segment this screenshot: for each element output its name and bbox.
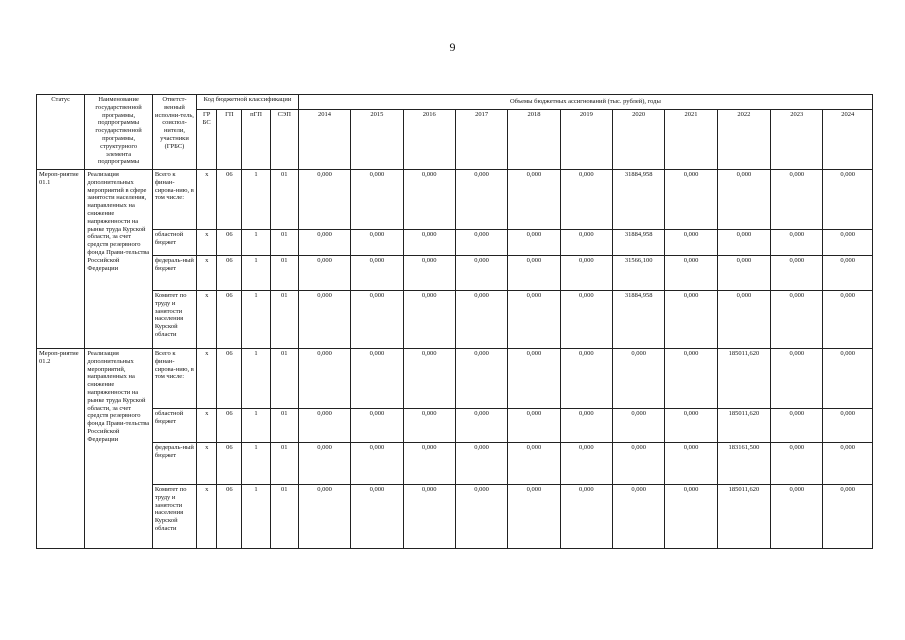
amount-cell: 0,000 [665, 170, 717, 230]
amount-cell: 0,000 [403, 409, 455, 443]
amount-cell: 0,000 [455, 349, 507, 409]
amount-cell: 0,000 [560, 256, 612, 291]
amount-cell: 0,000 [665, 291, 717, 349]
amount-cell: 185011,620 [717, 349, 770, 409]
amount-cell: 0,000 [613, 409, 665, 443]
table-row [37, 485, 873, 549]
amount-cell: 0,000 [717, 256, 770, 291]
amount-cell: 0,000 [508, 349, 560, 409]
amount-cell: 0,000 [665, 485, 717, 549]
amount-cell: 0,000 [351, 230, 403, 256]
amount-cell: 0,000 [508, 485, 560, 549]
amount-cell: 31884,958 [613, 230, 665, 256]
amount-cell: 185011,620 [717, 409, 770, 443]
amount-cell: 0,000 [403, 170, 455, 230]
amount-cell: 0,000 [351, 443, 403, 485]
code-cell: 01 [270, 409, 298, 443]
amount-cell: 0,000 [298, 409, 350, 443]
code-cell: х [197, 443, 217, 485]
code-cell: 1 [242, 256, 270, 291]
amount-cell: 0,000 [771, 170, 823, 230]
amount-cell: 0,000 [560, 409, 612, 443]
amount-cell: 0,000 [771, 443, 823, 485]
amount-cell: 0,000 [298, 170, 350, 230]
amount-cell: 0,000 [717, 170, 770, 230]
amount-cell: 0,000 [560, 291, 612, 349]
amount-cell: 0,000 [508, 256, 560, 291]
code-cell: 01 [270, 443, 298, 485]
amount-cell: 0,000 [403, 291, 455, 349]
amount-cell: 0,000 [508, 443, 560, 485]
amount-cell: 0,000 [298, 256, 350, 291]
code-cell: х [197, 230, 217, 256]
row-executor: областной бюджет [152, 409, 196, 443]
code-cell: 01 [270, 230, 298, 256]
header-status: Статус [37, 95, 85, 170]
header-code-group: Код бюджетной классификации [197, 95, 299, 110]
header-year: 2019 [560, 110, 612, 170]
amount-cell: 0,000 [717, 291, 770, 349]
amount-cell: 0,000 [823, 291, 873, 349]
amount-cell: 0,000 [508, 170, 560, 230]
code-cell: х [197, 170, 217, 230]
amount-cell: 0,000 [771, 409, 823, 443]
code-cell: 06 [217, 291, 242, 349]
code-cell: 1 [242, 230, 270, 256]
code-cell: 06 [217, 409, 242, 443]
code-cell: х [197, 409, 217, 443]
code-cell: х [197, 291, 217, 349]
amount-cell: 0,000 [771, 349, 823, 409]
amount-cell: 0,000 [351, 349, 403, 409]
row-executor: Всего к финан-сирова-нию, в том числе: [152, 349, 196, 409]
amount-cell: 0,000 [455, 170, 507, 230]
amount-cell: 0,000 [823, 230, 873, 256]
header-year: 2018 [508, 110, 560, 170]
code-cell: 01 [270, 291, 298, 349]
amount-cell: 0,000 [560, 170, 612, 230]
amount-cell: 0,000 [455, 485, 507, 549]
code-cell: 1 [242, 291, 270, 349]
amount-cell: 0,000 [298, 485, 350, 549]
table-row [37, 170, 873, 230]
amount-cell: 0,000 [455, 230, 507, 256]
amount-cell: 0,000 [823, 409, 873, 443]
amount-cell: 0,000 [298, 230, 350, 256]
amount-cell: 0,000 [665, 230, 717, 256]
code-cell: 01 [270, 485, 298, 549]
amount-cell: 0,000 [665, 409, 717, 443]
header-code-col: ГП [217, 110, 242, 170]
amount-cell: 0,000 [351, 170, 403, 230]
amount-cell: 31884,958 [613, 291, 665, 349]
code-cell: 1 [242, 485, 270, 549]
code-cell: х [197, 256, 217, 291]
amount-cell: 0,000 [298, 349, 350, 409]
row-status: Мероп-риятие 01.1 [37, 170, 85, 349]
code-cell: 01 [270, 256, 298, 291]
row-executor: Всего к финан-сирова-нию, в том числе: [152, 170, 196, 230]
amount-cell: 0,000 [508, 230, 560, 256]
header-year: 2014 [298, 110, 350, 170]
code-cell: 06 [217, 256, 242, 291]
amount-cell: 0,000 [560, 349, 612, 409]
amount-cell: 0,000 [298, 443, 350, 485]
header-year: 2016 [403, 110, 455, 170]
amount-cell: 0,000 [351, 256, 403, 291]
amount-cell: 0,000 [665, 349, 717, 409]
header-year: 2022 [717, 110, 770, 170]
code-cell: 1 [242, 409, 270, 443]
amount-cell: 0,000 [403, 230, 455, 256]
amount-cell: 0,000 [351, 409, 403, 443]
amount-cell: 0,000 [665, 443, 717, 485]
amount-cell: 0,000 [771, 291, 823, 349]
row-name: Реализация дополнительных мероприятий в сфере занятости населения, направленных на снижение напряженности на рынке труда Курской области, за счет средств резервного фонда Прави-тельства Российской Федерации [85, 170, 152, 349]
amount-cell: 0,000 [403, 349, 455, 409]
amount-cell: 31566,100 [613, 256, 665, 291]
amount-cell: 0,000 [560, 443, 612, 485]
amount-cell: 183161,500 [717, 443, 770, 485]
table-row [37, 256, 873, 291]
amount-cell: 0,000 [560, 485, 612, 549]
row-executor: областной бюджет [152, 230, 196, 256]
header-code-col: ГР БС [197, 110, 217, 170]
amount-cell: 0,000 [508, 409, 560, 443]
amount-cell: 0,000 [298, 291, 350, 349]
row-executor: федераль-ный бюджет [152, 256, 196, 291]
code-cell: х [197, 485, 217, 549]
amount-cell: 0,000 [613, 485, 665, 549]
amount-cell: 0,000 [455, 291, 507, 349]
row-executor: Комитет по труду и занятости населения Курской области [152, 291, 196, 349]
row-status: Мероп-риятие 01.2 [37, 349, 85, 549]
code-cell: 06 [217, 443, 242, 485]
amount-cell: 0,000 [455, 256, 507, 291]
code-cell: 06 [217, 485, 242, 549]
header-code-col: пГП [242, 110, 270, 170]
amount-cell: 0,000 [613, 443, 665, 485]
amount-cell: 0,000 [351, 485, 403, 549]
amount-cell: 0,000 [823, 170, 873, 230]
code-cell: 06 [217, 230, 242, 256]
amount-cell: 0,000 [665, 256, 717, 291]
amount-cell: 0,000 [455, 409, 507, 443]
header-year: 2024 [823, 110, 873, 170]
amount-cell: 0,000 [560, 230, 612, 256]
header-executor: Ответст-венный исполни-тель, соиспол-нители, участники (ГРБС) [152, 95, 196, 170]
header-volumes-group: Объемы бюджетных ассигнований (тыс. рублей), годы [298, 95, 872, 110]
amount-cell: 0,000 [717, 230, 770, 256]
table-row [37, 349, 873, 409]
code-cell: 06 [217, 170, 242, 230]
amount-cell: 0,000 [823, 349, 873, 409]
header-year: 2015 [351, 110, 403, 170]
header-year: 2021 [665, 110, 717, 170]
header-year: 2020 [613, 110, 665, 170]
code-cell: 01 [270, 170, 298, 230]
amount-cell: 31884,958 [613, 170, 665, 230]
amount-cell: 0,000 [823, 256, 873, 291]
amount-cell: 0,000 [403, 443, 455, 485]
table-row [37, 409, 873, 443]
amount-cell: 0,000 [613, 349, 665, 409]
amount-cell: 0,000 [455, 443, 507, 485]
amount-cell: 0,000 [823, 443, 873, 485]
amount-cell: 0,000 [351, 291, 403, 349]
page-number: 9 [449, 40, 456, 54]
amount-cell: 0,000 [403, 256, 455, 291]
row-name: Реализация дополнительных мероприятий, направленных на снижение напряженности на рынке труда Курской области, за счет средств резервного фонда Прави-тельства Российской Федерации [85, 349, 152, 549]
table-row [37, 230, 873, 256]
header-code-col: СЭП [270, 110, 298, 170]
code-cell: 1 [242, 349, 270, 409]
header-name: Наименование государственной программы, подпрограммы государственной программы, структурного элемента подпрограммы [85, 95, 152, 170]
header-year: 2023 [771, 110, 823, 170]
table-row [37, 291, 873, 349]
code-cell: х [197, 349, 217, 409]
amount-cell: 0,000 [508, 291, 560, 349]
row-executor: федераль-ный бюджет [152, 443, 196, 485]
amount-cell: 0,000 [403, 485, 455, 549]
header-year: 2017 [455, 110, 507, 170]
amount-cell: 0,000 [771, 256, 823, 291]
code-cell: 06 [217, 349, 242, 409]
amount-cell: 185011,620 [717, 485, 770, 549]
amount-cell: 0,000 [771, 485, 823, 549]
code-cell: 1 [242, 170, 270, 230]
budget-table [36, 94, 873, 549]
table-row [37, 443, 873, 485]
amount-cell: 0,000 [771, 230, 823, 256]
code-cell: 1 [242, 443, 270, 485]
amount-cell: 0,000 [823, 485, 873, 549]
code-cell: 01 [270, 349, 298, 409]
row-executor: Комитет по труду и занятости населения Курской области [152, 485, 196, 549]
